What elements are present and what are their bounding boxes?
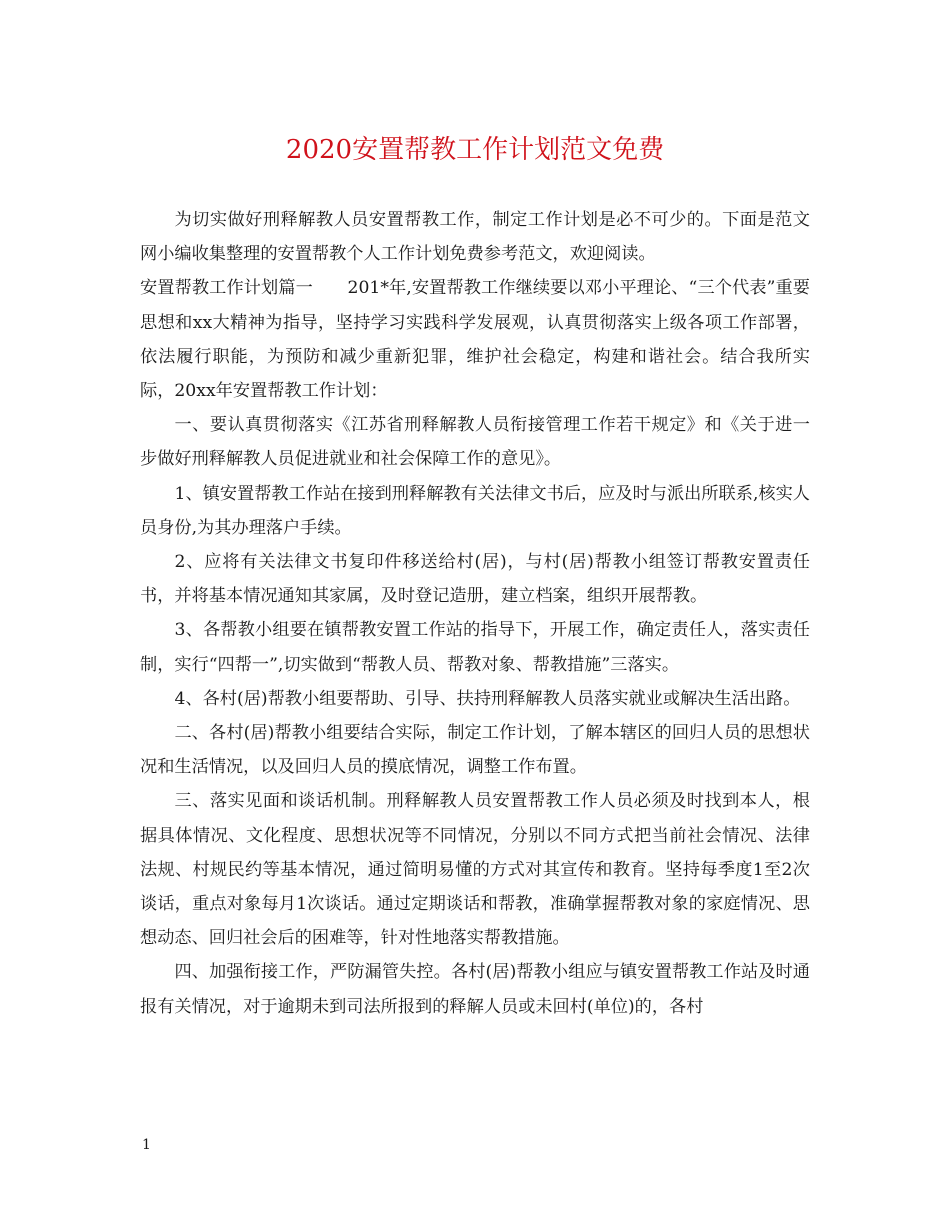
paragraph-plan-one: 安置帮教工作计划篇一 201*年,安置帮教工作继续要以邓小平理论、“三个代表”重要思想和xx大精神为指导，坚持学习实践科学发展观，认真贯彻落实上级各项工作部署，依法履行职能，为预防和减少重新犯罪，维护社会稳定，构建和谐社会。结合我所实际，20xx年安置帮教工作计划： [140, 278, 810, 402]
paragraph-section-three: 三、落实见面和谈话机制。刑释解教人员安置帮教工作人员必须及时找到本人，根据具体情况、文化程度、思想状况等不同情况，分别以不同方式把当前社会情况、法律法规、村规民约等基本情况，通过简明易懂的方式对其宣传和教育。坚持每季度1至2次谈话，重点对象每月1次谈话。通过定期谈话和帮教，准确掌握帮教对象的家庭情况、思想动态、回归社会后的困难等，针对性地落实帮教措施。 [140, 791, 810, 949]
paragraph-intro: 为切实做好刑释解教人员安置帮教工作，制定工作计划是必不可少的。下面是范文网小编收集整理的安置帮教个人工作计划免费参考范文，欢迎阅读。 [140, 210, 810, 265]
page-number: 1 [142, 1137, 151, 1153]
paragraph-section-four: 四、加强衔接工作，严防漏管失控。各村(居)帮教小组应与镇安置帮教工作站及时通报有关情况，对于逾期未到司法所报到的释解人员或未回村(单位)的，各村 [140, 962, 810, 1017]
document-title: 2020安置帮教工作计划范文免费 [285, 135, 665, 165]
paragraph-section-two: 二、各村(居)帮教小组要结合实际，制定工作计划，了解本辖区的回归人员的思想状况和生活情况，以及回归人员的摸底情况，调整工作布置。 [140, 723, 810, 778]
paragraph-item-1: 1、镇安置帮教工作站在接到刑释解教有关法律文书后，应及时与派出所联系,核实人员身份,为其办理落户手续。 [140, 483, 810, 538]
document-body [140, 203, 810, 1024]
paragraph-section-one: 一、要认真贯彻落实《江苏省刑释解教人员衔接管理工作若干规定》和《关于进一步做好刑释解教人员促进就业和社会保障工作的意见》。 [140, 415, 810, 470]
paragraph-item-3: 3、各帮教小组要在镇帮教安置工作站的指导下，开展工作，确定责任人，落实责任制，实行“四帮一”,切实做到“帮教人员、帮教对象、帮教措施”三落实。 [140, 620, 810, 675]
paragraph-item-4: 4、各村(居)帮教小组要帮助、引导、扶持刑释解教人员落实就业或解决生活出路。 [174, 688, 801, 709]
paragraph-item-2: 2、应将有关法律文书复印件移送给村(居)，与村(居)帮教小组签订帮教安置责任书，并将基本情况通知其家属，及时登记造册，建立档案，组织开展帮教。 [140, 552, 810, 607]
